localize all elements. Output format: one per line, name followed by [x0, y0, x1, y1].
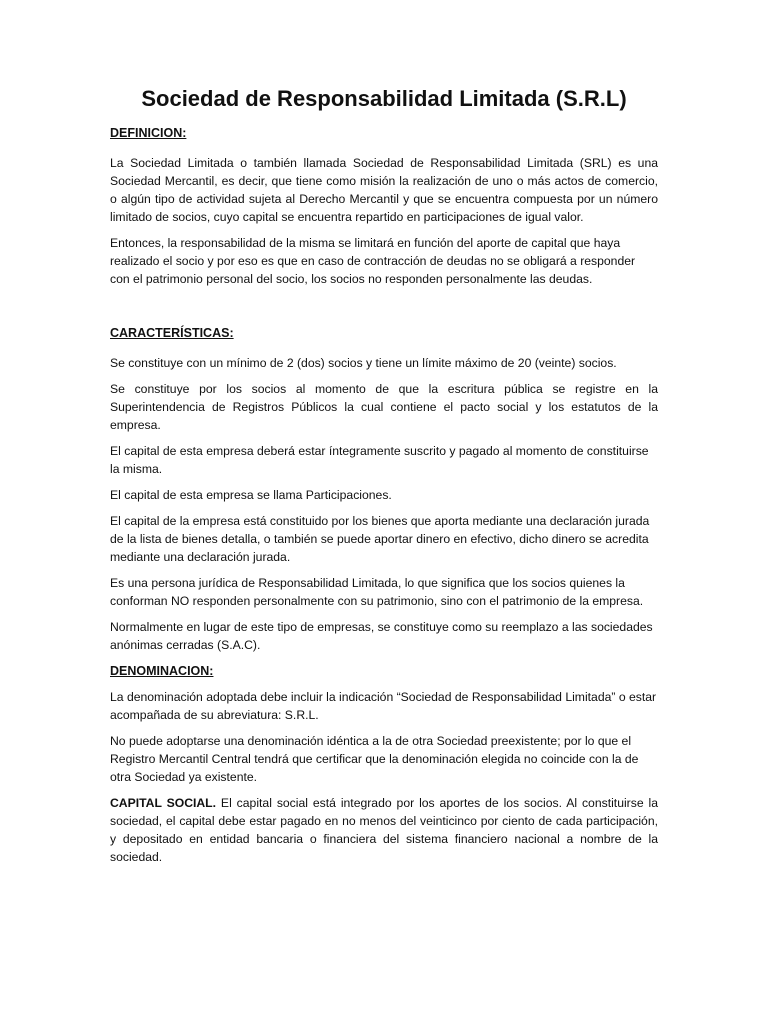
section-spacer — [110, 296, 658, 324]
paragraph: Se constituye con un mínimo de 2 (dos) socios y tiene un límite máximo de 20 (veinte) socios. — [110, 356, 617, 370]
section-capital-social — [110, 794, 658, 866]
section-heading-denominacion: DENOMINACION: — [110, 664, 214, 678]
section-denominacion — [110, 662, 658, 786]
paragraph: Es una persona jurídica de Responsabilidad Limitada, lo que significa que los socios quienes la conforman NO responden personalmente con su patrimonio, sino con el patrimonio de la empresa. — [110, 576, 644, 608]
document-body — [110, 124, 658, 874]
capital-social-text: El capital social está integrado por los aportes de los socios. Al constituirse la sociedad, el capital debe estar pagado en no menos del veinticinco por ciento de cada participación, y depositado en entidad bancaria o financiera del sistema financiero nacional a nombre de la sociedad. — [110, 796, 658, 864]
paragraph: El capital de la empresa está constituido por los bienes que aporta mediante una declaración jurada de la lista de bienes detalla, o también se puede aportar dinero en efectivo, dicho dinero se acredita mediante una declaración jurada. — [110, 514, 650, 564]
paragraph: La denominación adoptada debe incluir la indicación “Sociedad de Responsabilidad Limitada” o estar acompañada de su abreviatura: S.R.L. — [110, 690, 657, 722]
section-caracteristicas — [110, 324, 658, 654]
paragraph: No puede adoptarse una denominación idéntica a la de otra Sociedad preexistente; por lo que el Registro Mercantil Central tendrá que certificar que la denominación elegida no coincide con la de otra Sociedad ya existente. — [110, 734, 639, 784]
page-title: Sociedad de Responsabilidad Limitada (S.R.L) — [141, 86, 627, 111]
paragraph: Entonces, la responsabilidad de la misma se limitará en función del aporte de capital que haya realizado el socio y por eso es que en caso de contracción de deudas no se obligará a responder con el patrimonio personal del socio, los socios no responden personalmente las deudas. — [110, 236, 636, 286]
paragraph: El capital de esta empresa deberá estar íntegramente suscrito y pagado al momento de constituirse la misma. — [110, 444, 649, 476]
capital-social-lead: CAPITAL SOCIAL. — [110, 796, 217, 810]
section-heading-caracteristicas: CARACTERÍSTICAS: — [110, 326, 234, 340]
paragraph: La Sociedad Limitada o también llamada Sociedad de Responsabilidad Limitada (SRL) es una Sociedad Mercantil, es decir, que tiene como misión la realización de uno o más actos de comercio, o algún tipo de actividad sujeta al Derecho Mercantil y que se encuentra compuesta por un número limitado de socios, cuyo capital se encuentra repartido en participaciones de igual valor. — [110, 156, 658, 224]
paragraph: Normalmente en lugar de este tipo de empresas, se constituye como su reemplazo a las sociedades anónimas cerradas (S.A.C). — [110, 620, 653, 652]
paragraph: El capital de esta empresa se llama Participaciones. — [110, 488, 392, 502]
section-heading-definicion: DEFINICION: — [110, 126, 187, 140]
paragraph-capital-social — [110, 794, 658, 866]
paragraph: Se constituye por los socios al momento de que la escritura pública se registre en la Superintendencia de Registros Públicos la cual contiene el pacto social y los estatutos de la empresa. — [110, 382, 658, 432]
section-definicion — [110, 124, 658, 288]
